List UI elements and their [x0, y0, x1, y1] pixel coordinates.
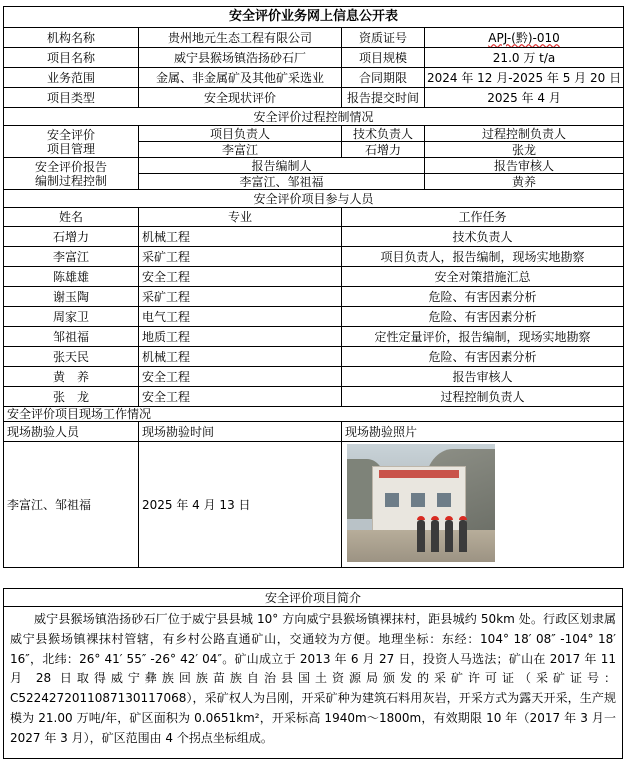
participant-task: 定性定量评价，报告编制，现场实地勘察 [342, 327, 624, 347]
table-row [4, 267, 624, 287]
participant-major: 安全工程 [139, 387, 342, 407]
mgmt-label-line1: 安全评价 [46, 127, 95, 142]
table-row [4, 307, 624, 327]
table-row [4, 227, 624, 247]
name-compiler: 李富江、邹祖福 [139, 174, 425, 190]
table-title: 安全评价业务网上信息公开表 [4, 7, 624, 28]
scale-label: 项目规模 [342, 48, 425, 68]
report-label-line2: 编制过程控制 [34, 173, 107, 188]
participant-name: 邹祖福 [4, 327, 139, 347]
business-label: 业务范围 [4, 68, 139, 88]
col-name: 姓名 [4, 208, 139, 227]
participant-task: 危险、有害因素分析 [342, 307, 624, 327]
info-table [3, 6, 624, 568]
site-photo [347, 444, 495, 562]
business-value: 金属、非金属矿及其他矿采选业 [139, 68, 342, 88]
site-person: 李富江、邹祖福 [4, 442, 139, 568]
site-time: 2025 年 4 月 13 日 [139, 442, 342, 568]
name-tech: 石增力 [342, 142, 425, 158]
site-person-label: 现场勘验人员 [4, 422, 139, 442]
participant-name: 张 龙 [4, 387, 139, 407]
type-label: 项目类型 [4, 88, 139, 108]
head-compiler: 报告编制人 [139, 158, 425, 174]
head-process: 过程控制负责人 [425, 126, 624, 142]
name-process: 张龙 [425, 142, 624, 158]
participant-name: 张天民 [4, 347, 139, 367]
participant-major: 机械工程 [139, 347, 342, 367]
cert-label: 资质证号 [342, 28, 425, 48]
site-section-title: 安全评价项目现场工作情况 [4, 407, 624, 422]
participant-task: 项目负责人，报告编制，现场实地勘察 [342, 247, 624, 267]
participant-major: 地质工程 [139, 327, 342, 347]
process-section-title: 安全评价过程控制情况 [4, 108, 624, 126]
project-name-label: 项目名称 [4, 48, 139, 68]
participant-major: 电气工程 [139, 307, 342, 327]
project-name: 威宁县猴场镇浩扬砂石厂 [139, 48, 342, 68]
participant-name: 黄 养 [4, 367, 139, 387]
participant-major: 机械工程 [139, 227, 342, 247]
report-time-label: 报告提交时间 [342, 88, 425, 108]
report-label-line1: 安全评价报告 [34, 159, 107, 174]
head-reviewer: 报告审核人 [425, 158, 624, 174]
name-project: 李富江 [139, 142, 342, 158]
participant-name: 谢玉陶 [4, 287, 139, 307]
participant-name: 周家卫 [4, 307, 139, 327]
table-row [4, 287, 624, 307]
site-photo-label: 现场勘验照片 [342, 422, 624, 442]
mgmt-label [4, 126, 139, 158]
report-label [4, 158, 139, 190]
table-row [4, 247, 624, 267]
participant-major: 安全工程 [139, 367, 342, 387]
participant-task: 报告审核人 [342, 367, 624, 387]
intro-text: 威宁县猴场镇浩扬砂石厂位于威宁县县城 10° 方向威宁县猴场镇裸抹村，距县城约 50km 处。行政区划隶属威宁县猴场镇裸抹村管辖，有乡村公路直通矿山，交通较为方便。地理坐标：东经：104° 18′ 08″ -104° 18′ 16″，北纬：26° 41′ 55″ -26° 42′ 04″。矿山成立于 2013 年 6 月 27 日，投资人马选法；矿山在 2017 年 11 月 28 日取得威宁彝族回族苗族自治县国土资源局颁发的采矿许可证（采矿证号：C5224272011087130117068），采矿权人为吕刚，开采矿种为建筑石料用灰岩，开采方式为露天开采，生产规模为 21.00 万吨/年，矿区面积为 0.0651km²，开采标高 1940m～1800m，有效期限 10 年（2017 年 3 月一2027 年 3 月），矿区范围由 4 个拐点坐标组成。 [10, 612, 616, 745]
participant-task: 安全对策措施汇总 [342, 267, 624, 287]
name-reviewer: 黄养 [425, 174, 624, 190]
table-row [4, 387, 624, 407]
table-row [4, 367, 624, 387]
scale-value: 21.0 万 t/a [425, 48, 624, 68]
intro-title-table [3, 588, 623, 607]
site-photo-cell [342, 442, 624, 568]
org-name-label: 机构名称 [4, 28, 139, 48]
participant-major: 安全工程 [139, 267, 342, 287]
site-time-label: 现场勘验时间 [139, 422, 342, 442]
col-major: 专业 [139, 208, 342, 227]
contract-label: 合同期限 [342, 68, 425, 88]
mgmt-label-line2: 项目管理 [46, 141, 95, 156]
participant-task: 技术负责人 [342, 227, 624, 247]
intro-title: 安全评价项目简介 [4, 589, 623, 607]
participant-name: 李富江 [4, 247, 139, 267]
participant-task: 过程控制负责人 [342, 387, 624, 407]
participant-task: 危险、有害因素分析 [342, 287, 624, 307]
participant-name: 陈雄雄 [4, 267, 139, 287]
table-row [4, 347, 624, 367]
project-type: 安全现状评价 [139, 88, 342, 108]
report-time: 2025 年 4 月 [425, 88, 624, 108]
head-project: 项目负责人 [139, 126, 342, 142]
participant-major: 采矿工程 [139, 287, 342, 307]
participant-name: 石增力 [4, 227, 139, 247]
contract-period: 2024 年 12 月-2025 年 5 月 20 日 [425, 68, 624, 88]
cert-number: APJ-(黔)-010 [425, 28, 624, 48]
participants-section-title: 安全评价项目参与人员 [4, 190, 624, 208]
participant-task: 危险、有害因素分析 [342, 347, 624, 367]
table-row [4, 327, 624, 347]
org-name: 贵州地元生态工程有限公司 [139, 28, 342, 48]
col-task: 工作任务 [342, 208, 624, 227]
participant-major: 采矿工程 [139, 247, 342, 267]
head-tech: 技术负责人 [342, 126, 425, 142]
